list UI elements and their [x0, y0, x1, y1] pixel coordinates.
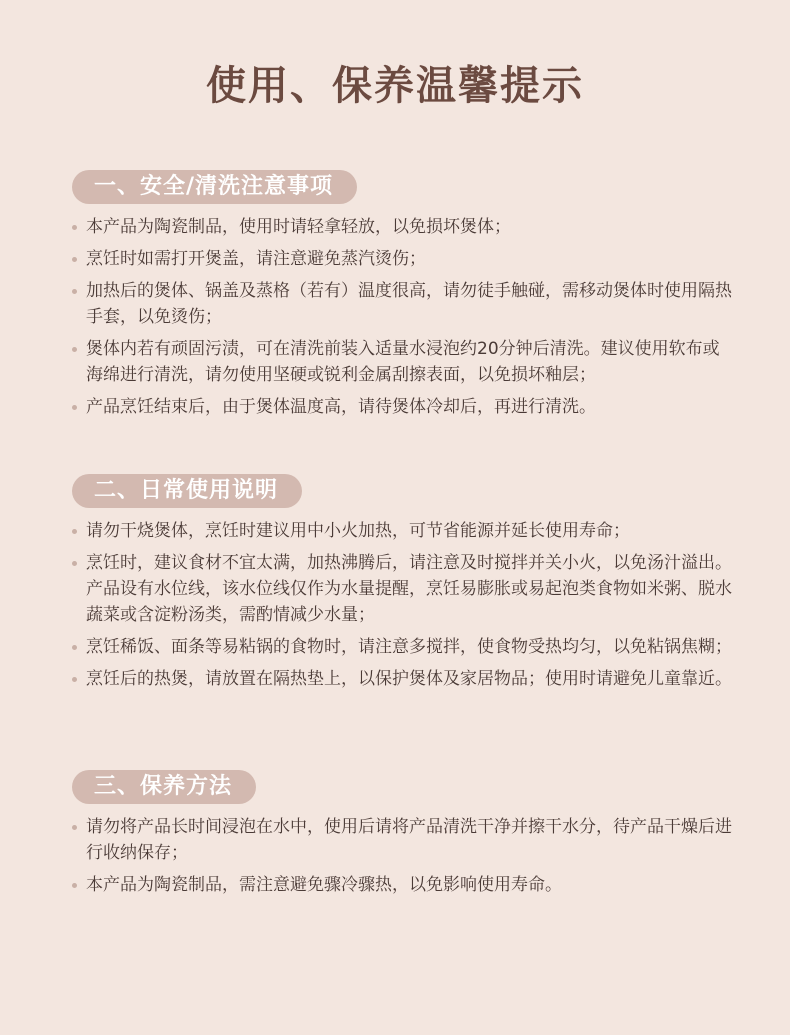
page-title: 使用、保养温馨提示	[206, 63, 584, 109]
section-header: 二、日常使用说明	[72, 474, 302, 508]
bullet-dot-icon	[72, 529, 77, 534]
section-header: 一、安全/清洗注意事项	[72, 170, 357, 204]
bullet-dot-icon	[72, 225, 77, 230]
item-text: 产品烹饪结束后，由于煲体温度高，请待煲体冷却后，再进行清洗。	[86, 397, 596, 417]
bullet-dot-icon	[72, 883, 77, 888]
bullet-dot-icon	[72, 257, 77, 262]
notice-list	[72, 214, 732, 420]
item-text: 请勿将产品长时间浸泡在水中，使用后请将产品清洗干净并擦干水分，待产品干燥后进行收纳保存；	[86, 817, 732, 863]
list-item	[72, 634, 732, 660]
list-item	[72, 872, 732, 898]
notice-list	[72, 518, 732, 692]
item-text: 本产品为陶瓷制品，需注意避免骤冷骤热，以免影响使用寿命。	[86, 875, 562, 895]
bullet-dot-icon	[72, 347, 77, 352]
list-item	[72, 814, 732, 866]
item-text: 烹饪时，建议食材不宜太满，加热沸腾后，请注意及时搅拌并关小火，以免汤汁溢出。产品设有水位线，该水位线仅作为水量提醒，烹饪易膨胀或易起泡类食物如米粥、脱水蔬菜或含淀粉汤类，需酌情减少水量；	[86, 553, 732, 625]
bullet-dot-icon	[72, 825, 77, 830]
bullet-dot-icon	[72, 645, 77, 650]
bullet-dot-icon	[72, 677, 77, 682]
list-item	[72, 666, 732, 692]
section-daily-use	[72, 474, 732, 698]
bullet-dot-icon	[72, 561, 77, 566]
item-text: 本产品为陶瓷制品，使用时请轻拿轻放，以免损坏煲体；	[86, 217, 511, 237]
item-text: 烹饪时如需打开煲盖，请注意避免蒸汽烫伤；	[86, 249, 426, 269]
list-item	[72, 214, 732, 240]
notice-list	[72, 814, 732, 898]
section-header: 三、保养方法	[72, 770, 256, 804]
list-item	[72, 278, 732, 330]
section-safety-cleaning	[72, 170, 732, 426]
item-text: 烹饪后的热煲，请放置在隔热垫上，以保护煲体及家居物品；使用时请避免儿童靠近。	[86, 669, 732, 689]
item-text: 请勿干烧煲体，烹饪时建议用中小火加热，可节省能源并延长使用寿命；	[86, 521, 630, 541]
bullet-dot-icon	[72, 405, 77, 410]
list-item	[72, 336, 732, 388]
list-item	[72, 246, 732, 272]
item-text: 烹饪稀饭、面条等易粘锅的食物时，请注意多搅拌，使食物受热均匀，以免粘锅焦糊；	[86, 637, 732, 657]
bullet-dot-icon	[72, 289, 77, 294]
list-item	[72, 550, 732, 628]
item-text: 煲体内若有顽固污渍，可在清洗前装入适量水浸泡约20分钟后清洗。建议使用软布或海绵进行清洗，请勿使用坚硬或锐利金属刮擦表面，以免损坏釉层；	[86, 339, 720, 385]
item-text: 加热后的煲体、锅盖及蒸格（若有）温度很高，请勿徒手触碰，需移动煲体时使用隔热手套，以免烫伤；	[86, 281, 732, 327]
list-item	[72, 518, 732, 544]
list-item	[72, 394, 732, 420]
section-maintenance	[72, 770, 732, 904]
